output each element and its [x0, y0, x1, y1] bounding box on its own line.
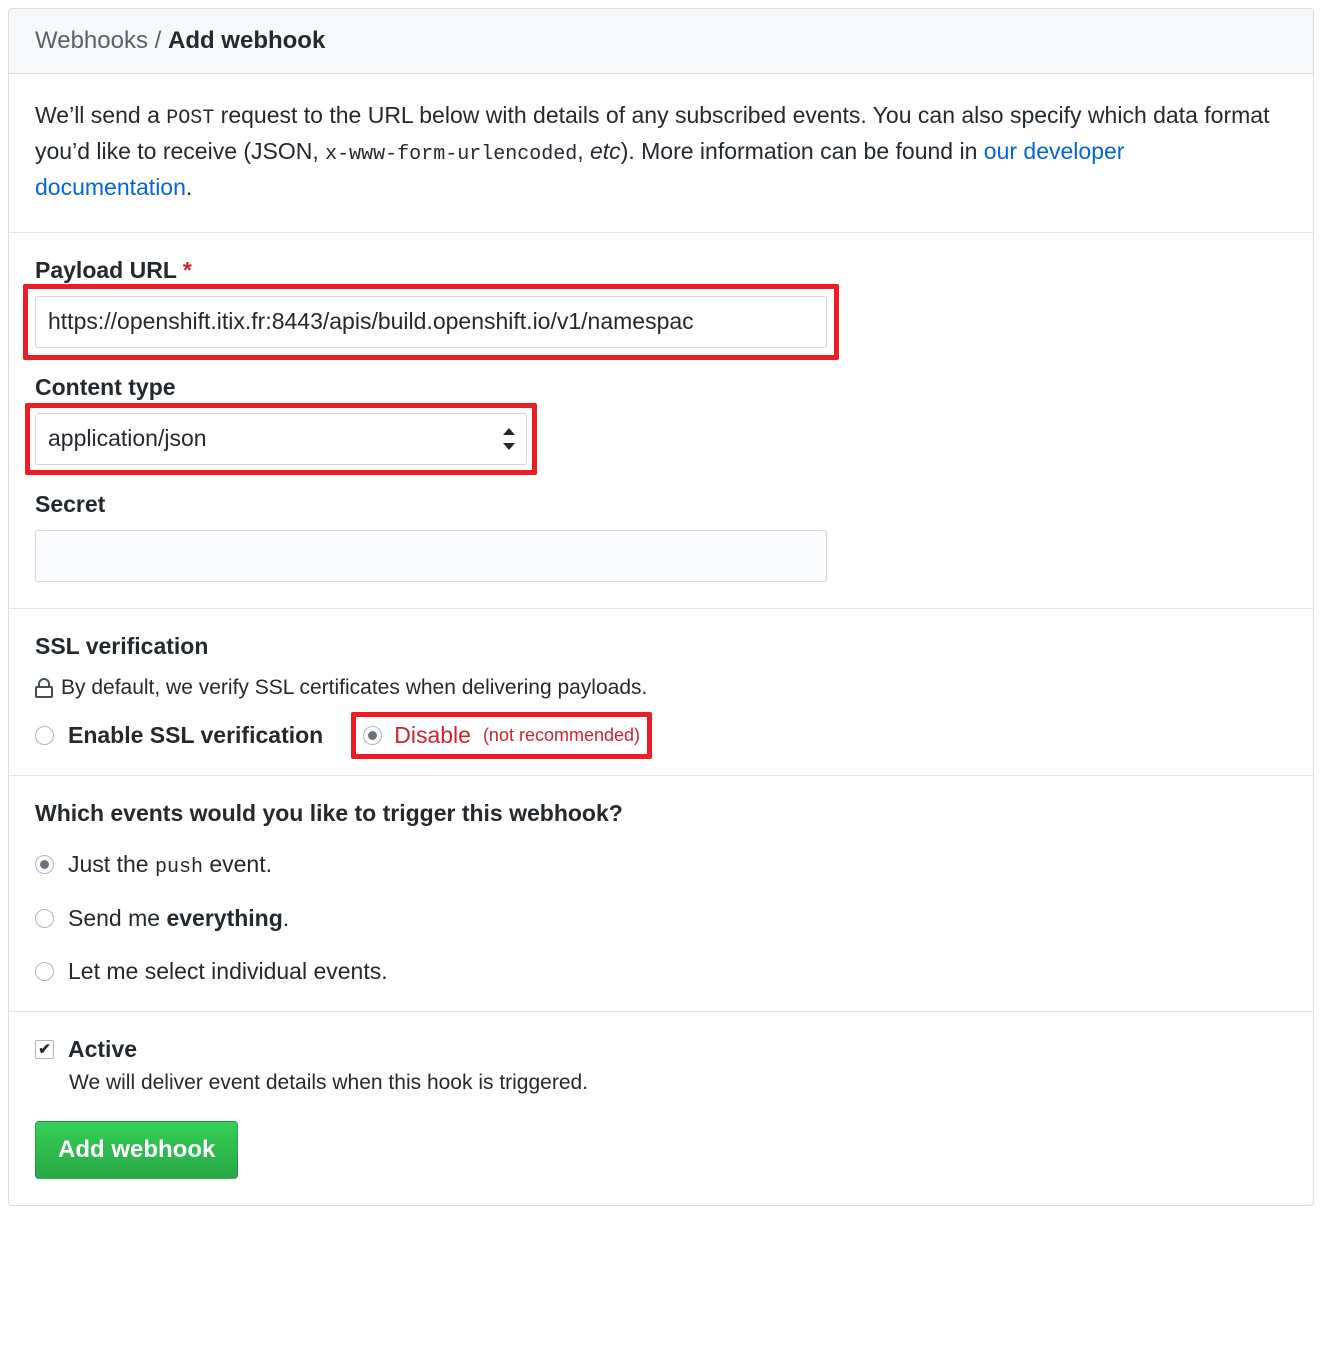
event-option-everything[interactable]	[35, 905, 1287, 932]
event-push-radio[interactable]	[35, 855, 54, 874]
ssl-disable-option[interactable]	[363, 722, 640, 749]
content-type-label: Content type	[35, 373, 176, 400]
content-type-select-wrap	[35, 413, 527, 465]
ssl-disable-radio[interactable]	[363, 726, 382, 745]
check-icon: ✔	[38, 1040, 51, 1058]
add-webhook-button[interactable]: Add webhook	[35, 1121, 238, 1179]
events-list	[35, 851, 1287, 985]
ssl-note	[35, 676, 1287, 700]
content-type-select[interactable]	[35, 413, 527, 465]
payload-url-annotation	[35, 296, 827, 348]
payload-url-input[interactable]	[35, 296, 827, 348]
event-option-push[interactable]	[35, 851, 1287, 879]
event-option-individual[interactable]	[35, 958, 1287, 985]
ssl-title: SSL verification	[35, 632, 209, 659]
secret-input[interactable]	[35, 530, 827, 582]
chevron-updown-icon	[503, 428, 515, 450]
content-type-selected-value: application/json	[48, 425, 207, 452]
ssl-enable-option[interactable]	[35, 722, 323, 749]
ssl-options	[35, 722, 1287, 749]
ssl-disable-label: Disable	[394, 721, 471, 748]
active-section	[9, 1012, 1313, 1205]
fields-section	[9, 233, 1313, 609]
event-everything-suffix: .	[282, 904, 290, 931]
required-marker: *	[182, 256, 192, 283]
event-push-label	[68, 851, 272, 879]
intro-section	[9, 74, 1313, 233]
panel-header	[9, 9, 1313, 74]
lock-icon	[35, 678, 53, 698]
payload-url-field	[35, 257, 1287, 348]
payload-url-label-text: Payload URL	[35, 256, 177, 283]
developer-documentation-link[interactable]: our developer documentation	[35, 138, 1125, 200]
event-push-prefix: Just the	[68, 850, 155, 877]
event-individual-label: Let me select individual events.	[68, 957, 388, 984]
active-checkbox-row[interactable]	[35, 1036, 1287, 1063]
event-everything-prefix: Send me	[68, 904, 167, 931]
intro-part1: We’ll send a	[35, 102, 167, 128]
active-description: We will deliver event details when this hook is triggered.	[69, 1070, 589, 1094]
intro-text	[35, 98, 1287, 206]
event-push-code: push	[154, 855, 203, 879]
ssl-enable-radio[interactable]	[35, 726, 54, 745]
ssl-disable-note: (not recommended)	[482, 724, 641, 745]
ssl-disable-annotation	[363, 722, 640, 749]
intro-part2: request to the URL below with details of any subscribed events. You can also specify which data format you’d like to receive (JSON,	[35, 102, 1270, 164]
intro-part5: .	[185, 174, 193, 200]
active-label: Active	[68, 1035, 138, 1062]
payload-url-label	[35, 257, 1287, 284]
breadcrumb-webhooks[interactable]: Webhooks	[35, 27, 148, 54]
breadcrumb-separator: /	[154, 27, 162, 54]
intro-part4: ). More information can be found in	[620, 138, 984, 164]
intro-part3: ,	[577, 138, 590, 164]
secret-label: Secret	[35, 490, 106, 517]
post-code: POST	[166, 107, 215, 130]
secret-field	[35, 491, 1287, 582]
event-individual-radio[interactable]	[35, 962, 54, 981]
event-everything-radio[interactable]	[35, 909, 54, 928]
ssl-note-text: By default, we verify SSL certificates when delivering payloads.	[61, 675, 648, 699]
ssl-verification-section	[9, 609, 1313, 776]
content-type-field	[35, 374, 1287, 465]
event-everything-label	[68, 905, 289, 932]
content-type-annotation	[35, 413, 527, 465]
active-checkbox[interactable]	[35, 1040, 54, 1059]
events-title: Which events would you like to trigger this webhook?	[35, 799, 623, 826]
add-webhook-panel	[8, 8, 1314, 1206]
ssl-enable-label: Enable SSL verification	[68, 721, 324, 748]
event-everything-bold: everything	[166, 904, 283, 931]
event-push-suffix: event.	[202, 850, 272, 877]
urlencoded-code: x-www-form-urlencoded	[325, 143, 578, 166]
events-section	[9, 776, 1313, 1012]
breadcrumb-add-webhook: Add webhook	[167, 27, 326, 54]
etc-text: etc	[590, 138, 621, 164]
